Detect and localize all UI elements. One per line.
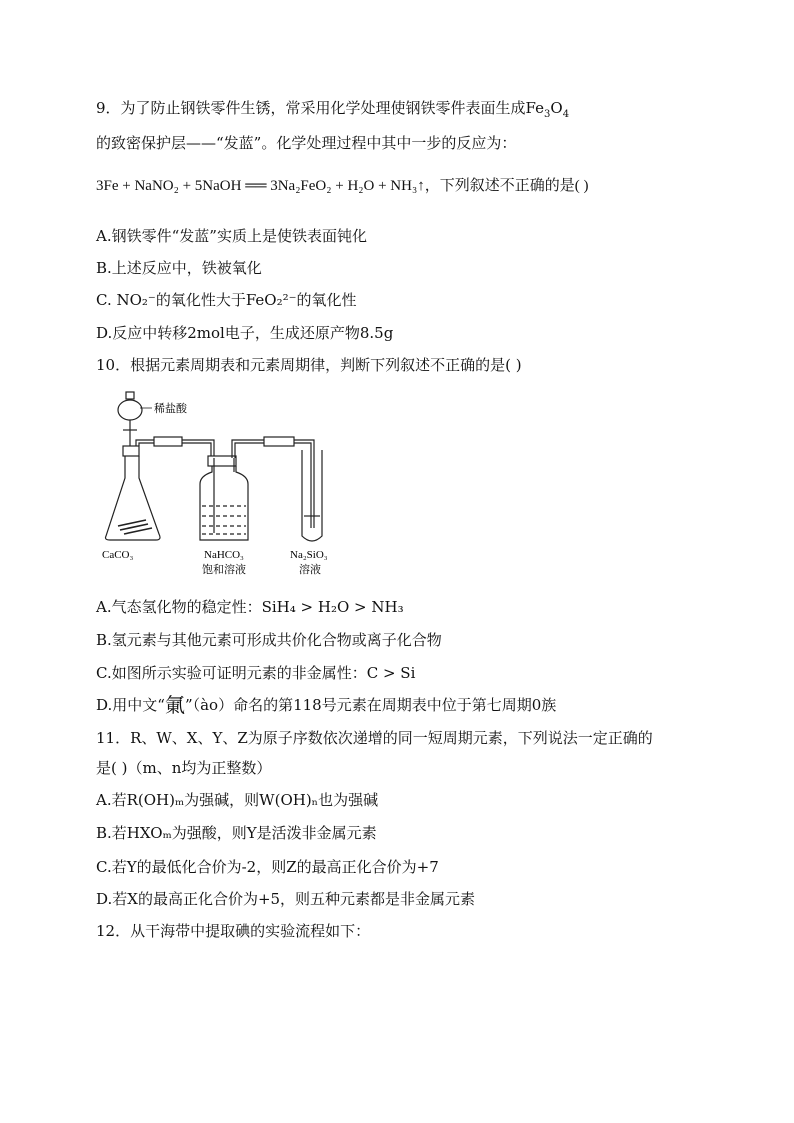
- q10-og-character: 氭: [164, 693, 185, 717]
- q9-option-d: D.反应中转移2mol电子，生成还原产物8.5g: [96, 324, 394, 342]
- q10-option-d-part1: D.用中文“: [96, 696, 165, 714]
- separatory-funnel: [118, 392, 152, 450]
- q11-option-c: C.若Y的最低化合价为-2，则Z的最高正化合价为+7: [96, 858, 439, 876]
- q9-equation-tail: ，下列叙述不正确的是( ): [424, 178, 589, 194]
- q10-option-b: B.氢元素与其他元素可形成共价化合物或离子化合物: [96, 631, 442, 649]
- experiment-apparatus-diagram: [96, 388, 356, 580]
- label-dilute-hcl: 稀盐酸: [154, 403, 187, 415]
- label-saturated-solution: 饱和溶液: [202, 564, 246, 576]
- q9-option-c: C. NO₂⁻的氧化性大于FeO₂²⁻的氧化性: [96, 291, 357, 309]
- q10-option-d-part2: ”（ào）命名的第118号元素在周期表中位于第七周期0族: [184, 696, 557, 714]
- q9-option-a: A.钢铁零件“发蓝”实质上是使铁表面钝化: [96, 227, 367, 245]
- q9-option-b: B.上述反应中，铁被氧化: [96, 259, 262, 277]
- q11-stem-line2: 是( )（m、n均为正整数）: [96, 759, 272, 777]
- label-caco3: CaCO₃: [102, 549, 134, 561]
- connecting-tube: [136, 437, 214, 458]
- q9-equation: [96, 176, 588, 196]
- q9-stem-line2: 的致密保护层——“发蓝”。化学处理过程中其中一步的反应为：: [96, 134, 517, 152]
- q10-option-d: [96, 695, 556, 715]
- q9-sub: 3: [544, 109, 551, 120]
- test-tube: [302, 450, 322, 541]
- gas-washing-bottle: [200, 456, 248, 540]
- q11-option-d: D.若X的最高正化合价为+5，则五种元素都是非金属元素: [96, 890, 476, 908]
- label-nahco3: NaHCO₃: [204, 549, 244, 561]
- q12-stem: 12．从干海带中提取碘的实验流程如下：: [96, 922, 371, 940]
- q10-stem: 10．根据元素周期表和元素周期律，判断下列叙述不正确的是( ): [96, 356, 522, 374]
- q10-option-c: C.如图所示实验可证明元素的非金属性：C > Si: [96, 664, 416, 682]
- q10-option-a: A.气态氢化物的稳定性：SiH₄ > H₂O > NH₃: [96, 598, 404, 616]
- label-na2sio3: Na₂SiO₃: [290, 549, 328, 561]
- q11-option-a: A.若R(OH)ₘ为强碱，则W(OH)ₙ也为强碱: [96, 791, 379, 809]
- q9-equation-text: 3Fe + NaNO₂ + 5NaOH ══ 3Na₂FeO₂ + H₂O + NH₃↑: [96, 178, 425, 194]
- q11-option-b: B.若HXOₘ为强酸，则Y是活泼非金属元素: [96, 824, 377, 842]
- conical-flask: [106, 446, 161, 540]
- q9-stem-text: 9．为了防止钢铁零件生锈，常采用化学处理使钢铁零件表面生成Fe: [96, 99, 545, 117]
- label-solution: 溶液: [299, 564, 321, 576]
- q9-stem-line1: [96, 98, 569, 125]
- q9-sub: 4: [562, 109, 570, 120]
- q11-stem-line1: 11．R、W、X、Y、Z为原子序数依次递增的同一短周期元素，下列说法一定正确的: [96, 729, 653, 747]
- q9-o: O: [550, 99, 563, 117]
